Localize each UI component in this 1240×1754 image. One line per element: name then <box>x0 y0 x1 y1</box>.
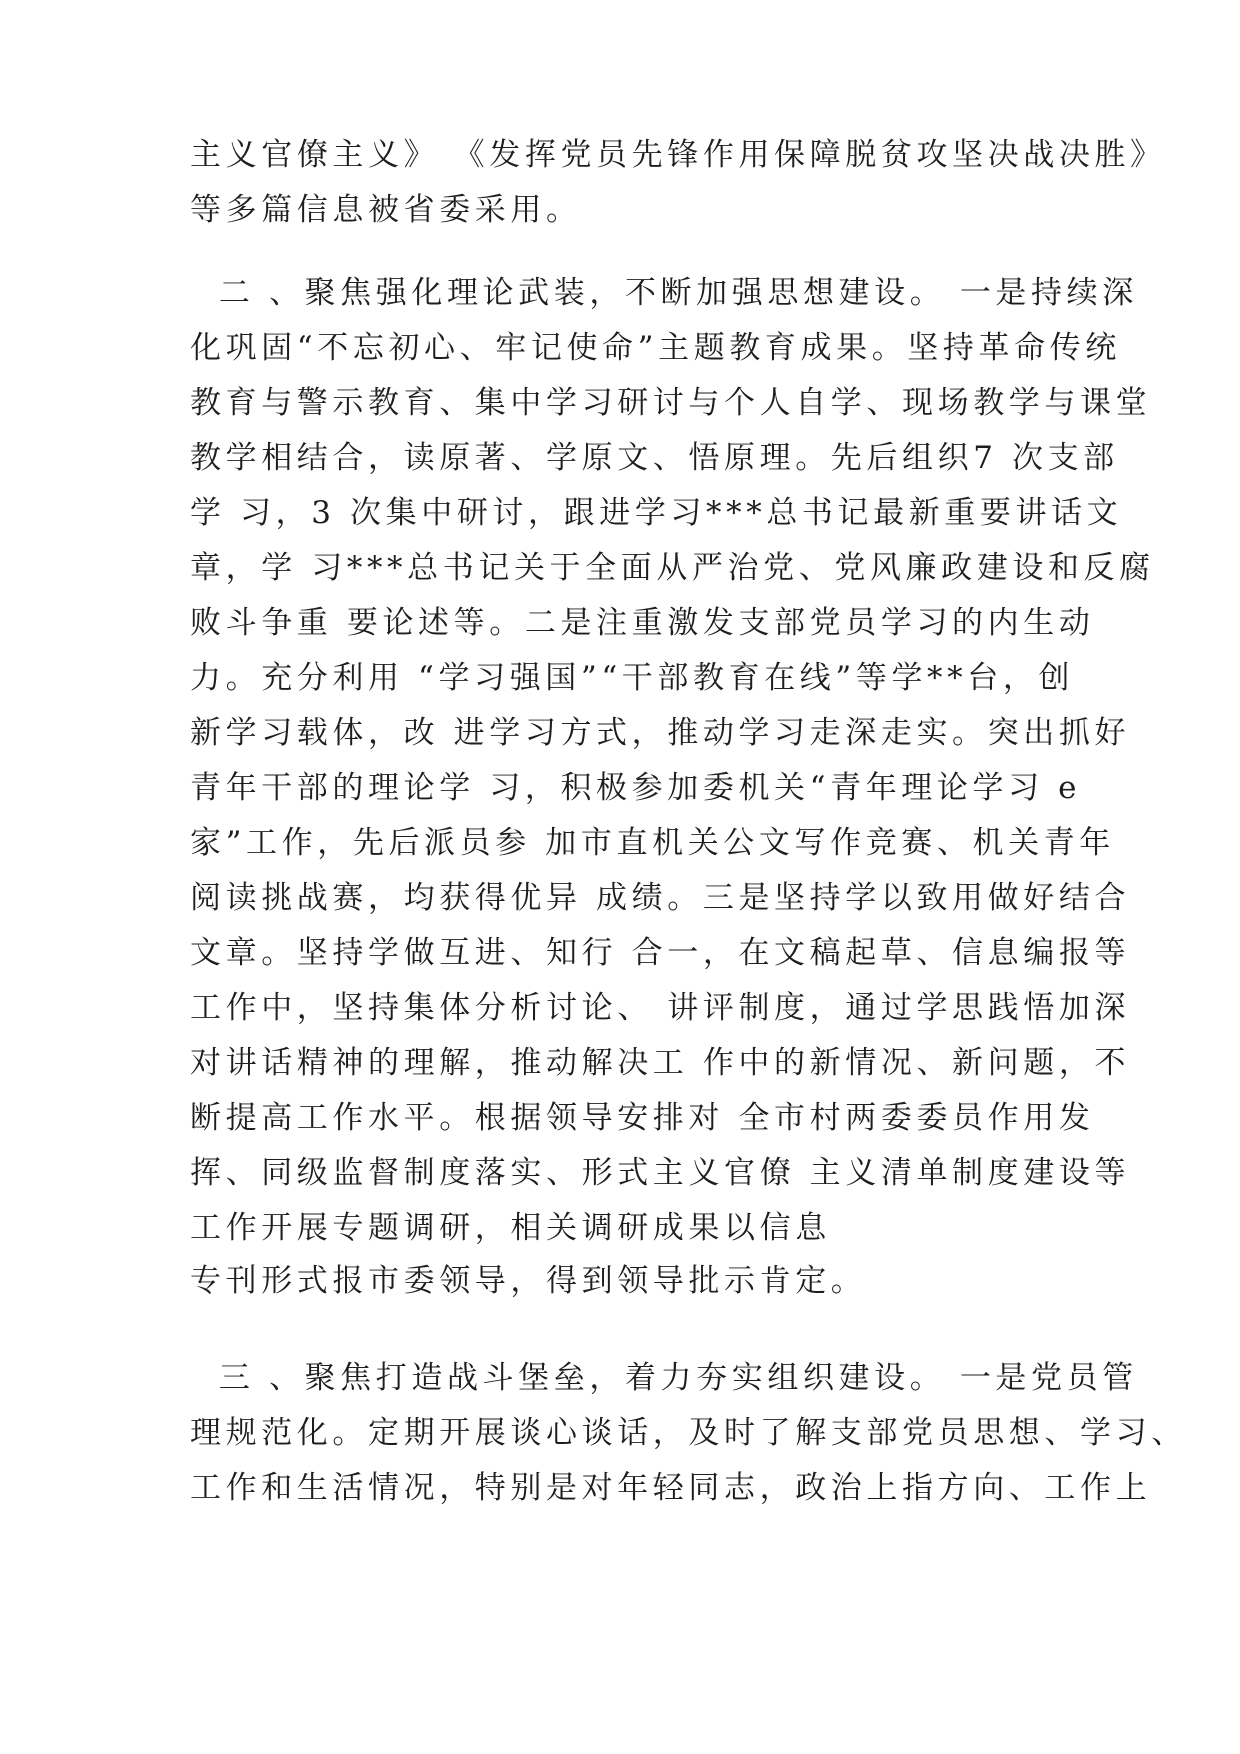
text-line: 对讲话精神的理解，推动解决工 作中的新情况、新问题，不 <box>190 1045 1131 1081</box>
text-line: 主义官僚主义》 《发挥党员先锋作用保障脱贫攻坚决战决胜》 <box>190 137 1166 173</box>
text-line: 三 、聚焦打造战斗堡垒，着力夯实组织建设。 一是党员管 <box>190 1360 1138 1396</box>
text-line: 学 习，3 次集中研讨，跟进学习***总书记最新重要讲话文 <box>190 495 1123 531</box>
text-line: 青年干部的理论学 习，积极参加委机关“青年理论学习 e <box>190 770 1082 806</box>
text-line: 败斗争重 要论述等。二是注重激发支部党员学习的内生动 <box>190 605 1095 641</box>
text-line: 挥、同级监督制度落实、形式主义官僚 主义清单制度建设等 <box>190 1155 1131 1191</box>
text-line: 教学相结合，读原著、学原文、悟原理。先后组织7 次支部 <box>190 440 1119 476</box>
text-line: 化巩固“不忘初心、牢记使命”主题教育成果。坚持革命传统 <box>190 330 1121 366</box>
text-line: 工作开展专题调研，相关调研成果以信息 <box>190 1210 831 1246</box>
text-line: 理规范化。定期开展谈心谈话，及时了解支部党员思想、学习、 <box>190 1415 1187 1451</box>
text-line: 断提高工作水平。根据领导安排对 全市村两委委员作用发 <box>190 1100 1095 1136</box>
text-line: 专刊形式报市委领导，得到领导批示肯定。 <box>190 1263 867 1299</box>
text-line: 家”工作，先后派员参 加市直机关公文写作竞赛、机关青年 <box>190 825 1115 861</box>
text-line: 教育与警示教育、集中学习研讨与个人自学、现场教学与课堂 <box>190 385 1152 421</box>
text-line: 新学习载体，改 进学习方式，推动学习走深走实。突出抓好 <box>190 715 1131 751</box>
text-line: 章，学 习***总书记关于全面从严治党、党风廉政建设和反腐 <box>190 550 1155 586</box>
text-line: 工作中，坚持集体分析讨论、 讲评制度，通过学思践悟加深 <box>190 990 1131 1026</box>
text-line: 阅读挑战赛，均获得优异 成绩。三是坚持学以致用做好结合 <box>190 880 1131 916</box>
text-line: 文章。坚持学做互进、知行 合一，在文稿起草、信息编报等 <box>190 935 1131 971</box>
text-line: 力。充分利用 “学习强国”“干部教育在线”等学**台，创 <box>190 660 1075 696</box>
text-line: 二 、聚焦强化理论武装，不断加强思想建设。 一是持续深 <box>190 275 1138 311</box>
text-line: 工作和生活情况，特别是对年轻同志，政治上指方向、工作上 <box>190 1470 1152 1506</box>
text-line: 等多篇信息被省委采用。 <box>190 192 582 228</box>
